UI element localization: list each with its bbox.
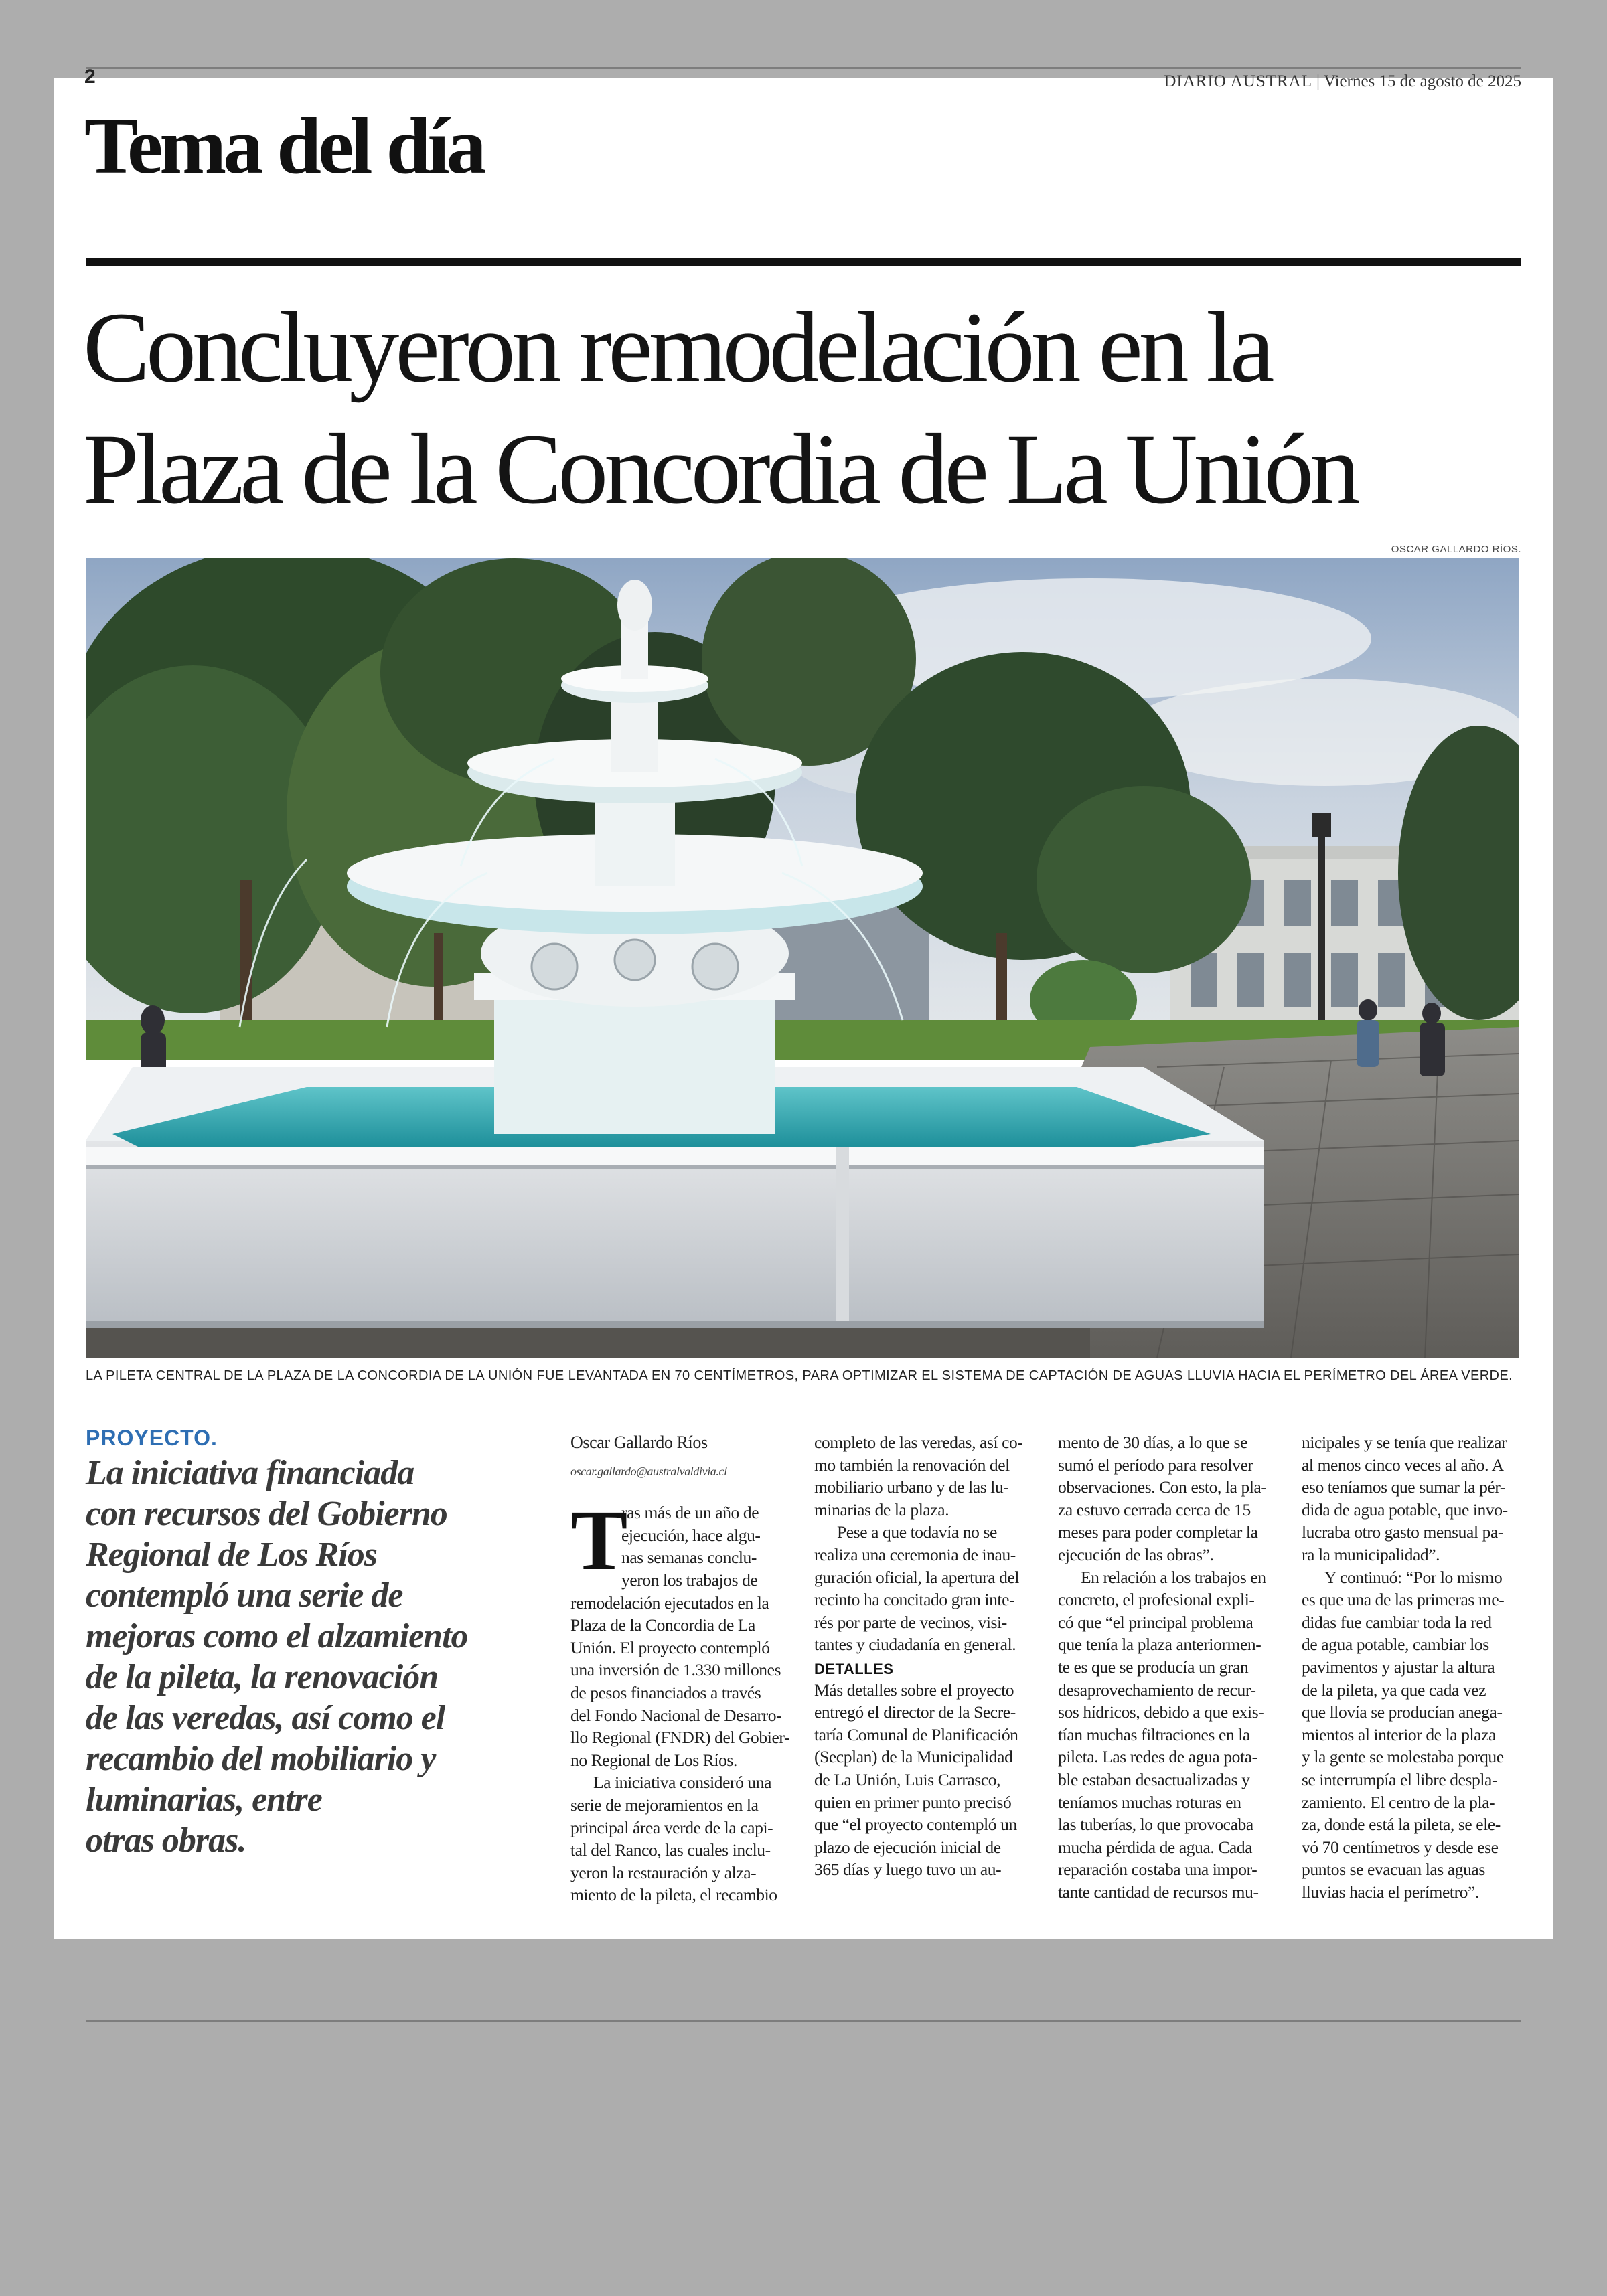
lead-line: Regional de Los Ríos	[86, 1536, 378, 1574]
body-line: completo de las veredas, así co-	[814, 1432, 1023, 1452]
body-line: taría Comunal de Planificación	[814, 1724, 1018, 1744]
body-line: principal área verde de la capi-	[570, 1817, 773, 1837]
body-line: eso teníamos que sumar la pér-	[1302, 1477, 1506, 1497]
lead-line: recambio del mobiliario y	[86, 1740, 436, 1778]
section-rule	[86, 258, 1521, 266]
masthead-date: Viernes 15 de agosto de 2025	[1324, 72, 1521, 90]
body-line: teníamos muchas roturas en	[1058, 1792, 1241, 1812]
lead-line: con recursos del Gobierno	[86, 1495, 447, 1533]
body-line: ble estaban desactualizadas y	[1058, 1769, 1250, 1789]
paragraph	[814, 1521, 1035, 1656]
body-line: realiza una ceremonia de inau-	[814, 1544, 1016, 1564]
body-line: puntos se evacuan las aguas	[1302, 1860, 1485, 1880]
body-column-3	[1058, 1431, 1279, 1903]
body-column-2	[814, 1431, 1035, 1881]
body-line: mento de 30 días, a lo que se	[1058, 1432, 1247, 1452]
body-line: una inversión de 1.330 millones	[570, 1660, 781, 1680]
body-line: rés por parte de vecinos, visi-	[814, 1612, 1007, 1632]
body-line: plazo de ejecución inicial de	[814, 1837, 1001, 1857]
dropcap: T	[570, 1493, 627, 1588]
body-line: ejecución de las obras”.	[1058, 1544, 1214, 1564]
body-line: remodelación ejecutados en la	[570, 1592, 769, 1613]
body-line: Unión. El proyecto contempló	[570, 1637, 770, 1657]
body-line: tal del Ranco, las cuales inclu-	[570, 1840, 771, 1860]
lead-line: mejoras como el alzamiento	[86, 1617, 468, 1655]
body-line: nicipales y se tenía que realizar	[1302, 1432, 1507, 1452]
body-line: de la pileta, ya que cada vez	[1302, 1679, 1486, 1700]
paragraph	[1058, 1566, 1279, 1904]
body-column-4	[1302, 1431, 1523, 1903]
body-line: entregó el director de la Secre-	[814, 1702, 1016, 1722]
body-line: se interrumpía el libre despla-	[1302, 1769, 1498, 1789]
top-rule	[86, 67, 1521, 69]
body-line: quien en primer punto precisó	[814, 1792, 1012, 1812]
body-line: pavimentos y ajustar la altura	[1302, 1657, 1495, 1677]
photo-credit: OSCAR GALLARDO RÍOS.	[1391, 544, 1521, 555]
lead-line: de la pileta, la renovación	[86, 1658, 439, 1696]
body-line: zamiento. El centro de la pla-	[1302, 1792, 1495, 1812]
body-line: desaprovechamiento de recur-	[1058, 1679, 1256, 1700]
lead-kicker: PROYECTO.	[86, 1426, 218, 1450]
body-line: tían muchas filtraciones en la	[1058, 1724, 1250, 1744]
body-line: nas semanas conclu-	[621, 1548, 757, 1568]
body-line: meses para poder completar la	[1058, 1522, 1258, 1542]
body-line: ras más de un año de	[621, 1503, 759, 1523]
body-line: En relación a los trabajos en	[1081, 1567, 1266, 1587]
paragraph	[1302, 1431, 1523, 1566]
body-line: yeron la restauración y alza-	[570, 1862, 757, 1882]
byline: Oscar Gallardo Ríos	[570, 1432, 708, 1452]
body-line: Y continuó: “Por lo mismo	[1324, 1567, 1503, 1587]
body-line: tantes y ciudadanía en general.	[814, 1635, 1016, 1655]
fountain-photo	[86, 558, 1519, 1358]
body-line: y la gente se molestaba porque	[1302, 1747, 1504, 1767]
headline-line-2: Plaza de la Concordia de La Unión	[83, 414, 1357, 525]
body-line: 365 días y luego tuvo un au-	[814, 1860, 1002, 1880]
lead-line: luminarias, entre	[86, 1781, 322, 1819]
masthead-separator: |	[1316, 72, 1320, 90]
body-line: tante cantidad de recursos mu-	[1058, 1882, 1259, 1902]
body-column-1	[570, 1431, 791, 1906]
body-line: mucha pérdida de agua. Cada	[1058, 1837, 1253, 1857]
body-line: guración oficial, la apertura del	[814, 1567, 1020, 1587]
paragraph	[1302, 1566, 1523, 1904]
body-line: ejecución, hace algu-	[621, 1525, 761, 1545]
paragraph	[570, 1771, 791, 1906]
paragraph	[814, 1679, 1035, 1881]
body-line: observaciones. Con esto, la pla-	[1058, 1477, 1267, 1497]
lead-line: La iniciativa financiada	[86, 1454, 414, 1492]
body-line: serie de mejoramientos en la	[570, 1795, 759, 1815]
paragraph	[1058, 1431, 1279, 1566]
body-line: al menos cinco veces al año. A	[1302, 1455, 1504, 1475]
headline-line-1: Concluyeron remodelación en la	[83, 292, 1271, 403]
body-line: del Fondo Nacional de Desarro-	[570, 1705, 782, 1725]
body-line: lluvias hacia el perímetro”.	[1302, 1882, 1479, 1902]
lead-line: de las veredas, así como el	[86, 1699, 445, 1737]
body-line: que “el proyecto contempló un	[814, 1815, 1017, 1835]
photo-caption: LA PILETA CENTRAL DE LA PLAZA DE LA CONCORDIA DE LA UNIÓN FUE LEVANTADA EN 70 CENTÍMETROS, PARA OPTIMIZAR EL SISTEMA DE CAPTACIÓN DE AGUAS LLUVIA HACIA EL PERÍMETRO DEL ÁREA VERDE.	[86, 1368, 1513, 1383]
body-line: sos hídricos, debido a que exis-	[1058, 1702, 1264, 1722]
body-line: es que una de las primeras me-	[1302, 1590, 1505, 1610]
masthead	[1164, 72, 1521, 91]
body-line: Más detalles sobre el proyecto	[814, 1679, 1014, 1700]
dropcap-block	[570, 1493, 791, 1591]
body-line: te es que se producía un gran	[1058, 1657, 1249, 1677]
body-line: que llovía se producían anega-	[1302, 1702, 1503, 1722]
lead-line: contempló una serie de	[86, 1576, 403, 1615]
bottom-rule	[86, 2020, 1521, 2022]
body-line: vó 70 centímetros y desde ese	[1302, 1837, 1499, 1857]
body-line: sumó el período para resolver	[1058, 1455, 1253, 1475]
body-line: pileta. Las redes de agua pota-	[1058, 1747, 1257, 1767]
body-line: miento de la pileta, el recambio	[570, 1885, 777, 1905]
headline	[83, 286, 1529, 530]
body-line: có que “el principal problema	[1058, 1612, 1253, 1632]
body-line: de pesos financiados a través	[570, 1682, 761, 1702]
plaza-fountain-illustration	[86, 558, 1519, 1358]
body-line: dida de agua potable, que invo-	[1302, 1499, 1508, 1520]
body-line: las tuberías, lo que provocaba	[1058, 1815, 1253, 1835]
body-line: minarias de la plaza.	[814, 1499, 949, 1520]
author-email[interactable]: oscar.gallardo@australvaldivia.cl	[570, 1464, 727, 1478]
body-line: La iniciativa consideró una	[593, 1773, 772, 1793]
paragraph	[814, 1431, 1035, 1521]
body-line: de La Unión, Luis Carrasco,	[814, 1769, 1001, 1789]
body-line: za estuvo cerrada cerca de 15	[1058, 1499, 1251, 1520]
body-line: de agua potable, cambiar los	[1302, 1635, 1489, 1655]
page-number: 2	[84, 66, 96, 88]
paragraph	[570, 1592, 791, 1772]
body-line: recinto ha concitado gran inte-	[814, 1590, 1015, 1610]
lead-summary	[86, 1453, 514, 1861]
body-line: que tenía la plaza anteriormen-	[1058, 1635, 1261, 1655]
section-subhead: DETALLES	[814, 1660, 894, 1677]
body-line: ra la municipalidad”.	[1302, 1544, 1440, 1564]
body-line: za, donde está la pileta, se ele-	[1302, 1815, 1501, 1835]
body-line: Plaza de la Concordia de La	[570, 1615, 755, 1635]
body-line: didas fue cambiar toda la red	[1302, 1612, 1492, 1632]
section-title: Tema del día	[84, 101, 483, 190]
body-line: mo también la renovación del	[814, 1455, 1010, 1475]
masthead-brand: DIARIO AUSTRAL	[1164, 72, 1313, 90]
body-line: Pese a que todavía no se	[837, 1522, 997, 1542]
body-line: yeron los trabajos de	[621, 1570, 758, 1590]
body-line: lucraba otro gasto mensual pa-	[1302, 1522, 1503, 1542]
body-line: mobiliario urbano y de las lu-	[814, 1477, 1009, 1497]
lead-line: otras obras.	[86, 1821, 246, 1860]
body-line: llo Regional (FNDR) del Gobier-	[570, 1728, 790, 1748]
body-line: (Secplan) de la Municipalidad	[814, 1747, 1013, 1767]
body-line: no Regional de Los Ríos.	[570, 1750, 737, 1770]
body-line: reparación costaba una impor-	[1058, 1860, 1257, 1880]
body-line: concreto, el profesional expli-	[1058, 1590, 1255, 1610]
body-line: mientos al interior de la plaza	[1302, 1724, 1496, 1744]
